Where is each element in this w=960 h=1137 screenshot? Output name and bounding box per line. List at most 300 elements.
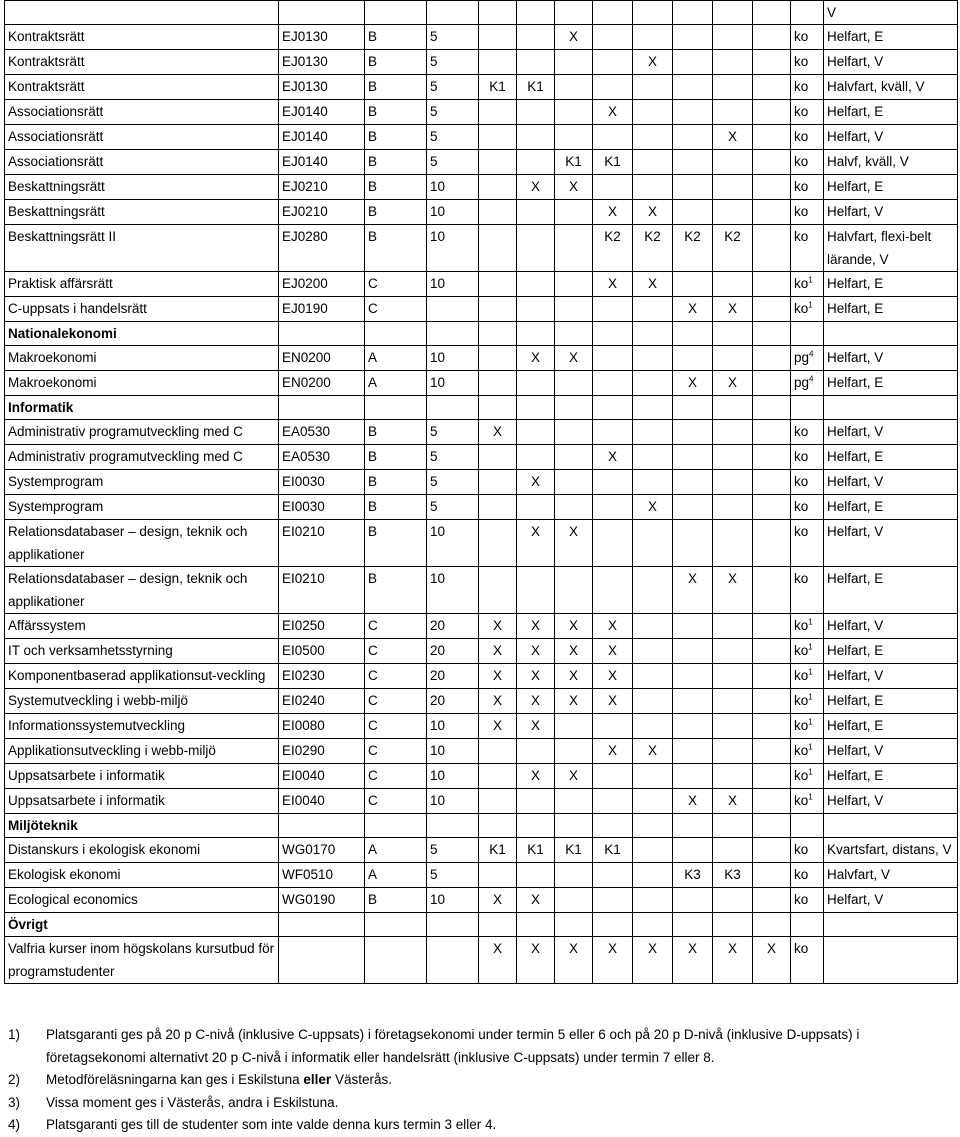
- period-mark-4: X: [593, 937, 633, 984]
- course-table: [4, 0, 958, 984]
- period-mark-5: [633, 689, 673, 714]
- period-mark-2: X: [517, 175, 555, 200]
- period-mark-6: [673, 150, 713, 175]
- exam-type: [791, 371, 824, 396]
- period-mark-5: [633, 25, 673, 50]
- period-mark-1: [479, 272, 517, 297]
- period-mark-3: [555, 75, 593, 100]
- period-mark-3: [555, 445, 593, 470]
- period-mark-3: X: [555, 639, 593, 664]
- course-points: 5: [427, 838, 479, 863]
- period-mark-1: [479, 322, 517, 346]
- period-mark-2: X: [517, 664, 555, 689]
- period-mark-5: [633, 297, 673, 322]
- period-mark-4: X: [593, 100, 633, 125]
- period-mark-1: [479, 150, 517, 175]
- exam-type: [791, 863, 824, 888]
- table-row: [5, 225, 958, 272]
- exam-label: pg: [794, 375, 810, 390]
- period-mark-5: [633, 888, 673, 913]
- course-schedule: Helfart, E: [824, 639, 958, 664]
- course-level: B: [365, 888, 427, 913]
- course-name: Komponentbaserad applikationsut-veckling: [5, 664, 279, 689]
- period-mark-3: K1: [555, 838, 593, 863]
- exam-type: [791, 175, 824, 200]
- period-mark-7: [713, 814, 753, 838]
- period-mark-7: [713, 470, 753, 495]
- course-name: Nationalekonomi: [5, 322, 279, 346]
- course-name: [5, 1, 279, 25]
- period-mark-6: [673, 200, 713, 225]
- course-points: [427, 814, 479, 838]
- period-mark-8: [753, 75, 791, 100]
- period-mark-8: [753, 272, 791, 297]
- exam-label: ko: [794, 768, 809, 783]
- period-mark-4: [593, 520, 633, 567]
- course-code: EA0530: [279, 420, 365, 445]
- exam-label: ko: [794, 154, 809, 169]
- period-mark-3: X: [555, 25, 593, 50]
- table-row: [5, 714, 958, 739]
- course-schedule: Helfart, E: [824, 495, 958, 520]
- course-code: EA0530: [279, 445, 365, 470]
- period-mark-6: K3: [673, 863, 713, 888]
- period-mark-5: [633, 913, 673, 937]
- course-code: EI0250: [279, 614, 365, 639]
- period-mark-3: [555, 200, 593, 225]
- period-mark-6: X: [673, 937, 713, 984]
- course-code: EJ0200: [279, 272, 365, 297]
- footnote-ref: 1: [808, 767, 813, 777]
- period-mark-3: X: [555, 689, 593, 714]
- course-name: Övrigt: [5, 913, 279, 937]
- course-points: 10: [427, 520, 479, 567]
- exam-type: [791, 200, 824, 225]
- period-mark-2: [517, 125, 555, 150]
- course-name: Valfria kurser inom högskolans kursutbud för programstudenter: [5, 937, 279, 984]
- period-mark-7: [713, 420, 753, 445]
- period-mark-1: [479, 50, 517, 75]
- exam-label: ko: [794, 499, 809, 514]
- course-code: WG0170: [279, 838, 365, 863]
- table-row: [5, 664, 958, 689]
- period-mark-7: [713, 913, 753, 937]
- period-mark-3: [555, 789, 593, 814]
- footnote-ref: 1: [808, 642, 813, 652]
- period-mark-6: [673, 420, 713, 445]
- table-row: [5, 764, 958, 789]
- footnote-number: 2): [8, 1072, 21, 1087]
- footnote-4: [8, 1114, 953, 1137]
- period-mark-8: X: [753, 937, 791, 984]
- period-mark-7: [713, 322, 753, 346]
- course-name: Affärssystem: [5, 614, 279, 639]
- table-row: [5, 175, 958, 200]
- course-name: Relationsdatabaser – design, teknik och applikationer: [5, 567, 279, 614]
- table-row: [5, 1, 958, 25]
- course-points: 5: [427, 50, 479, 75]
- course-code: EI0210: [279, 520, 365, 567]
- course-points: 10: [427, 225, 479, 272]
- course-schedule: Helfart, E: [824, 689, 958, 714]
- course-points: [427, 913, 479, 937]
- period-mark-8: [753, 100, 791, 125]
- period-mark-8: [753, 445, 791, 470]
- exam-type: [791, 838, 824, 863]
- exam-label: ko: [794, 204, 809, 219]
- period-mark-4: [593, 297, 633, 322]
- period-mark-3: [555, 225, 593, 272]
- course-level: A: [365, 838, 427, 863]
- table-row: [5, 25, 958, 50]
- period-mark-4: [593, 470, 633, 495]
- period-mark-4: [593, 913, 633, 937]
- course-schedule: Helfart, E: [824, 445, 958, 470]
- course-level: B: [365, 100, 427, 125]
- course-code: EI0030: [279, 495, 365, 520]
- period-mark-4: [593, 1, 633, 25]
- exam-type: [791, 764, 824, 789]
- exam-type: [791, 689, 824, 714]
- course-points: 20: [427, 664, 479, 689]
- exam-type: [791, 445, 824, 470]
- course-code: EN0200: [279, 371, 365, 396]
- period-mark-1: X: [479, 689, 517, 714]
- period-mark-8: [753, 714, 791, 739]
- course-schedule: Helfart, V: [824, 739, 958, 764]
- exam-type: [791, 297, 824, 322]
- period-mark-3: [555, 50, 593, 75]
- course-schedule: Helfart, V: [824, 200, 958, 225]
- course-level: [365, 322, 427, 346]
- period-mark-5: [633, 150, 673, 175]
- period-mark-6: [673, 614, 713, 639]
- period-mark-4: X: [593, 739, 633, 764]
- course-points: 10: [427, 346, 479, 371]
- period-mark-3: [555, 125, 593, 150]
- course-points: 5: [427, 100, 479, 125]
- table-row: [5, 445, 958, 470]
- table-row: [5, 789, 958, 814]
- course-points: [427, 937, 479, 984]
- period-mark-3: [555, 371, 593, 396]
- footnote-2: [8, 1069, 953, 1092]
- course-schedule: Helfart, E: [824, 567, 958, 614]
- course-schedule: Kvartsfart, distans, V: [824, 838, 958, 863]
- course-name: Beskattningsrätt: [5, 200, 279, 225]
- period-mark-2: X: [517, 937, 555, 984]
- course-code: EI0210: [279, 567, 365, 614]
- period-mark-3: X: [555, 175, 593, 200]
- period-mark-6: [673, 272, 713, 297]
- table-row: [5, 567, 958, 614]
- period-mark-6: [673, 470, 713, 495]
- period-mark-5: [633, 789, 673, 814]
- course-level: B: [365, 470, 427, 495]
- period-mark-8: [753, 689, 791, 714]
- course-level: C: [365, 297, 427, 322]
- period-mark-6: [673, 838, 713, 863]
- period-mark-5: [633, 100, 673, 125]
- period-mark-8: [753, 567, 791, 614]
- course-level: B: [365, 567, 427, 614]
- period-mark-7: X: [713, 789, 753, 814]
- footnote-text-part: Metodföreläsningarna kan ges i Eskilstuna: [46, 1072, 304, 1087]
- footnote-number: 3): [8, 1094, 21, 1110]
- period-mark-2: X: [517, 689, 555, 714]
- period-mark-5: [633, 75, 673, 100]
- course-code: EI0500: [279, 639, 365, 664]
- course-level: C: [365, 664, 427, 689]
- period-mark-1: X: [479, 664, 517, 689]
- period-mark-1: X: [479, 714, 517, 739]
- period-mark-6: [673, 175, 713, 200]
- course-level: B: [365, 495, 427, 520]
- footnote-ref: 4: [809, 374, 814, 384]
- section-row: [5, 396, 958, 420]
- course-name: Uppsatsarbete i informatik: [5, 789, 279, 814]
- course-points: 10: [427, 272, 479, 297]
- course-level: B: [365, 50, 427, 75]
- period-mark-5: [633, 175, 673, 200]
- period-mark-2: X: [517, 470, 555, 495]
- course-code: [279, 913, 365, 937]
- course-name: IT och verksamhetsstyrning: [5, 639, 279, 664]
- period-mark-5: [633, 814, 673, 838]
- course-points: [427, 1, 479, 25]
- period-mark-2: X: [517, 520, 555, 567]
- period-mark-8: [753, 346, 791, 371]
- course-points: 10: [427, 764, 479, 789]
- period-mark-8: [753, 913, 791, 937]
- period-mark-4: X: [593, 689, 633, 714]
- period-mark-2: [517, 322, 555, 346]
- period-mark-5: [633, 838, 673, 863]
- course-code: EI0040: [279, 764, 365, 789]
- period-mark-2: K1: [517, 75, 555, 100]
- course-schedule: Helfart, V: [824, 520, 958, 567]
- period-mark-8: [753, 664, 791, 689]
- period-mark-2: [517, 1, 555, 25]
- table-row: [5, 100, 958, 125]
- period-mark-5: [633, 396, 673, 420]
- table-row: [5, 75, 958, 100]
- period-mark-8: [753, 863, 791, 888]
- table-row: [5, 689, 958, 714]
- exam-type: [791, 1, 824, 25]
- exam-type: [791, 739, 824, 764]
- exam-type: [791, 420, 824, 445]
- footnote-ref: 1: [808, 792, 813, 802]
- period-mark-8: [753, 789, 791, 814]
- period-mark-5: [633, 863, 673, 888]
- course-schedule: Helfart, V: [824, 470, 958, 495]
- course-points: 20: [427, 689, 479, 714]
- period-mark-6: [673, 445, 713, 470]
- course-points: 10: [427, 714, 479, 739]
- footnote-ref: 4: [809, 349, 814, 359]
- period-mark-1: [479, 739, 517, 764]
- period-mark-7: [713, 838, 753, 863]
- course-points: 5: [427, 125, 479, 150]
- period-mark-3: X: [555, 664, 593, 689]
- period-mark-5: [633, 714, 673, 739]
- period-mark-7: X: [713, 937, 753, 984]
- period-mark-4: [593, 25, 633, 50]
- table-row: [5, 272, 958, 297]
- period-mark-4: X: [593, 200, 633, 225]
- course-schedule: Helfart, V: [824, 888, 958, 913]
- course-schedule: [824, 814, 958, 838]
- exam-label: ko: [794, 29, 809, 44]
- exam-type: [791, 789, 824, 814]
- period-mark-1: [479, 346, 517, 371]
- course-level: [365, 1, 427, 25]
- course-points: 10: [427, 567, 479, 614]
- course-level: [365, 937, 427, 984]
- course-level: C: [365, 639, 427, 664]
- course-level: A: [365, 371, 427, 396]
- table-row: [5, 614, 958, 639]
- course-name: Systemprogram: [5, 495, 279, 520]
- period-mark-4: [593, 125, 633, 150]
- course-name: Ekologisk ekonomi: [5, 863, 279, 888]
- period-mark-4: [593, 322, 633, 346]
- exam-type: [791, 639, 824, 664]
- period-mark-4: [593, 863, 633, 888]
- period-mark-4: [593, 495, 633, 520]
- period-mark-6: [673, 664, 713, 689]
- course-schedule: Halvfart, kväll, V: [824, 75, 958, 100]
- course-schedule: [824, 937, 958, 984]
- period-mark-3: [555, 420, 593, 445]
- footnote-number: 4): [8, 1117, 21, 1132]
- period-mark-2: [517, 863, 555, 888]
- period-mark-8: [753, 420, 791, 445]
- period-mark-2: [517, 50, 555, 75]
- period-mark-1: [479, 396, 517, 420]
- period-mark-3: X: [555, 937, 593, 984]
- course-name: Applikationsutveckling i webb-miljö: [5, 739, 279, 764]
- course-code: WF0510: [279, 863, 365, 888]
- course-code: EJ0130: [279, 25, 365, 50]
- period-mark-2: [517, 814, 555, 838]
- period-mark-2: X: [517, 714, 555, 739]
- period-mark-4: X: [593, 639, 633, 664]
- period-mark-7: [713, 764, 753, 789]
- period-mark-8: [753, 396, 791, 420]
- exam-type: [791, 150, 824, 175]
- period-mark-3: [555, 272, 593, 297]
- course-code: EI0230: [279, 664, 365, 689]
- course-schedule: Helfart, E: [824, 100, 958, 125]
- exam-label: ko: [794, 104, 809, 119]
- period-mark-8: [753, 888, 791, 913]
- period-mark-3: [555, 739, 593, 764]
- course-level: C: [365, 689, 427, 714]
- period-mark-4: X: [593, 614, 633, 639]
- footnote-1: [8, 1024, 953, 1069]
- exam-label: ko: [794, 867, 809, 882]
- period-mark-5: [633, 470, 673, 495]
- course-name: Administrativ programutveckling med C: [5, 445, 279, 470]
- exam-label: ko: [794, 474, 809, 489]
- period-mark-3: [555, 863, 593, 888]
- exam-type: [791, 396, 824, 420]
- table-row: [5, 470, 958, 495]
- exam-type: [791, 937, 824, 984]
- period-mark-2: X: [517, 639, 555, 664]
- period-mark-1: K1: [479, 838, 517, 863]
- period-mark-6: [673, 100, 713, 125]
- exam-label: ko: [794, 743, 809, 758]
- course-code: [279, 1, 365, 25]
- period-mark-7: [713, 739, 753, 764]
- period-mark-3: [555, 714, 593, 739]
- period-mark-1: [479, 1, 517, 25]
- period-mark-7: [713, 396, 753, 420]
- table-row: [5, 420, 958, 445]
- exam-label: ko: [794, 793, 809, 808]
- period-mark-6: [673, 125, 713, 150]
- period-mark-5: [633, 420, 673, 445]
- exam-type: [791, 225, 824, 272]
- course-code: EJ0140: [279, 150, 365, 175]
- period-mark-4: [593, 50, 633, 75]
- period-mark-3: [555, 814, 593, 838]
- course-points: 10: [427, 371, 479, 396]
- course-code: EJ0140: [279, 100, 365, 125]
- course-code: EI0290: [279, 739, 365, 764]
- exam-type: [791, 75, 824, 100]
- exam-label: ko: [794, 571, 809, 586]
- course-schedule: Helfart, E: [824, 297, 958, 322]
- course-code: [279, 396, 365, 420]
- period-mark-8: [753, 200, 791, 225]
- period-mark-6: [673, 1, 713, 25]
- course-level: B: [365, 150, 427, 175]
- course-schedule: Halvfart, V: [824, 863, 958, 888]
- period-mark-7: [713, 100, 753, 125]
- course-level: C: [365, 614, 427, 639]
- course-level: [365, 814, 427, 838]
- course-schedule: Halvfart, flexi-belt lärande, V: [824, 225, 958, 272]
- period-mark-7: [713, 200, 753, 225]
- table-row: [5, 371, 958, 396]
- course-points: 20: [427, 614, 479, 639]
- course-points: 5: [427, 445, 479, 470]
- exam-label: ko: [794, 179, 809, 194]
- period-mark-6: [673, 75, 713, 100]
- period-mark-5: [633, 371, 673, 396]
- period-mark-2: [517, 396, 555, 420]
- period-mark-8: [753, 764, 791, 789]
- period-mark-1: [479, 789, 517, 814]
- course-schedule: V: [824, 1, 958, 25]
- course-schedule: Helfart, V: [824, 50, 958, 75]
- period-mark-4: [593, 396, 633, 420]
- course-name: Makroekonomi: [5, 371, 279, 396]
- period-mark-4: X: [593, 272, 633, 297]
- period-mark-2: [517, 297, 555, 322]
- period-mark-5: X: [633, 50, 673, 75]
- course-points: 5: [427, 150, 479, 175]
- course-level: A: [365, 346, 427, 371]
- exam-type: [791, 272, 824, 297]
- period-mark-5: X: [633, 937, 673, 984]
- period-mark-6: [673, 814, 713, 838]
- period-mark-1: [479, 297, 517, 322]
